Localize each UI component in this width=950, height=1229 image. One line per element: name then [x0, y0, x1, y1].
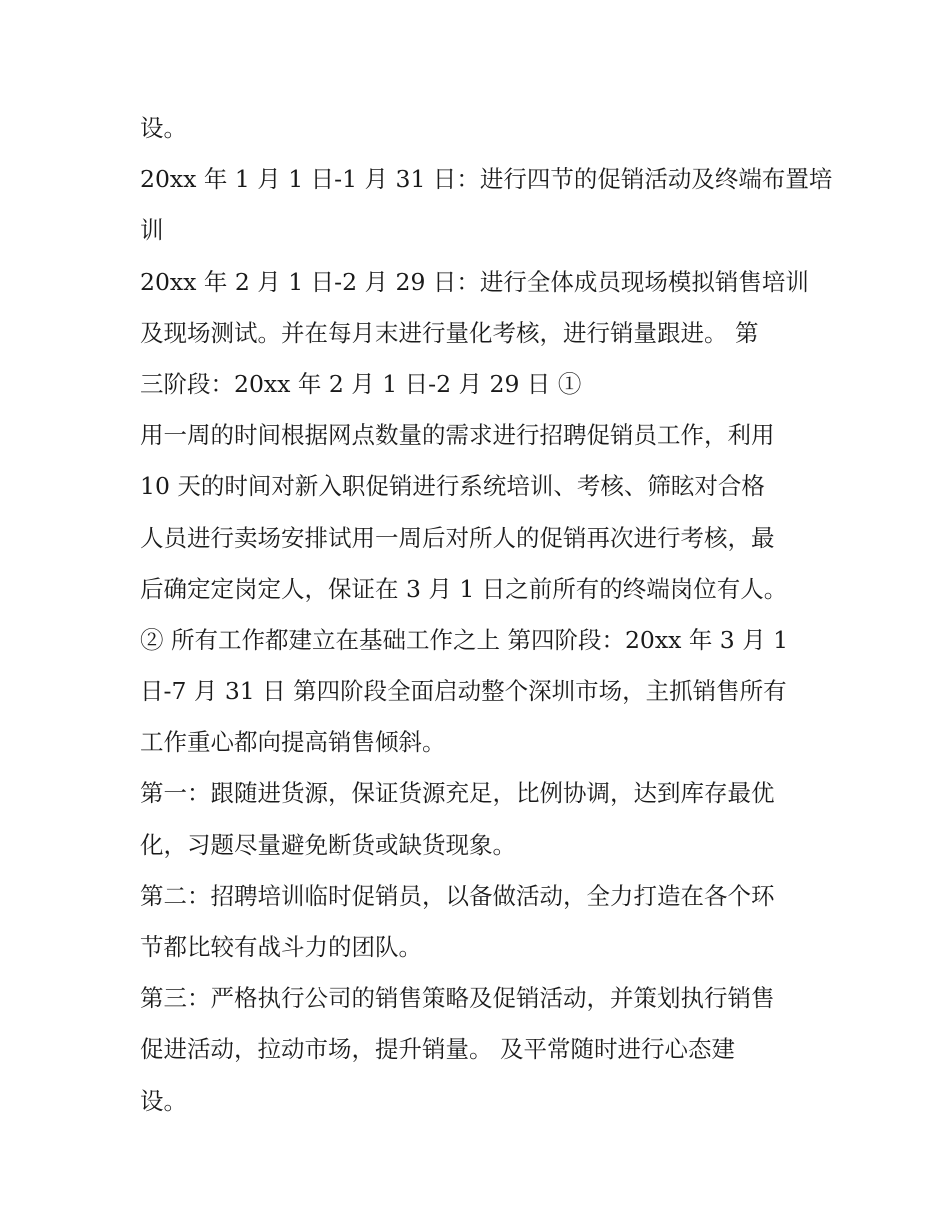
- text-line: 节都比较有战斗力的团队。: [140, 933, 422, 961]
- text-line: 日-7 月 31 日 第四阶段全面启动整个深圳市场，主抓销售所有: [140, 677, 787, 706]
- text-line: 人员进行卖场安排试用一周后对所人的促销再次进行考核，最: [140, 523, 775, 552]
- text-line: 用一周的时间根据网点数量的需求进行招聘促销员工作，利用: [140, 421, 775, 450]
- text-line: 化，习题尽量避免断货或缺货现象。: [140, 830, 516, 859]
- text-line: 工作重心都向提高销售倾斜。: [140, 728, 446, 757]
- text-line: 训: [140, 216, 164, 245]
- text-line: 及现场测试。并在每月末进行量化考核，进行销量跟进。 第: [140, 318, 759, 347]
- text-line: 促进活动，拉动市场，提升销量。 及平常随时进行心态建: [140, 1035, 735, 1064]
- text-line: 设。: [140, 114, 187, 142]
- text-line: 第二：招聘培训临时促销员，以备做活动，全力打造在各个环: [140, 881, 775, 910]
- text-line: ② 所有工作都建立在基础工作之上 第四阶段：20xx 年 3 月 1: [140, 625, 789, 654]
- text-line: 第三：严格执行公司的销售策略及促销活动，并策划执行销售: [140, 984, 775, 1013]
- text-line: 第一：跟随进货源，保证货源充足，比例协调，达到库存最优: [140, 779, 775, 808]
- text-line: 后确定定岗定人，保证在 3 月 1 日之前所有的终端岗位有人。: [140, 574, 788, 603]
- text-line: 三阶段：20xx 年 2 月 1 日-2 月 29 日 ①: [140, 369, 582, 398]
- text-line: 10 天的时间对新入职促销进行系统培训、考核、筛眩对合格: [140, 472, 765, 501]
- text-line: 20xx 年 1 月 1 日-1 月 31 日：进行四节的促销活动及终端布置培: [140, 165, 833, 194]
- text-line: 20xx 年 2 月 1 日-2 月 29 日：进行全体成员现场模拟销售培训: [140, 267, 809, 296]
- text-line: 设。: [140, 1086, 187, 1115]
- document-body: [140, 106, 833, 1130]
